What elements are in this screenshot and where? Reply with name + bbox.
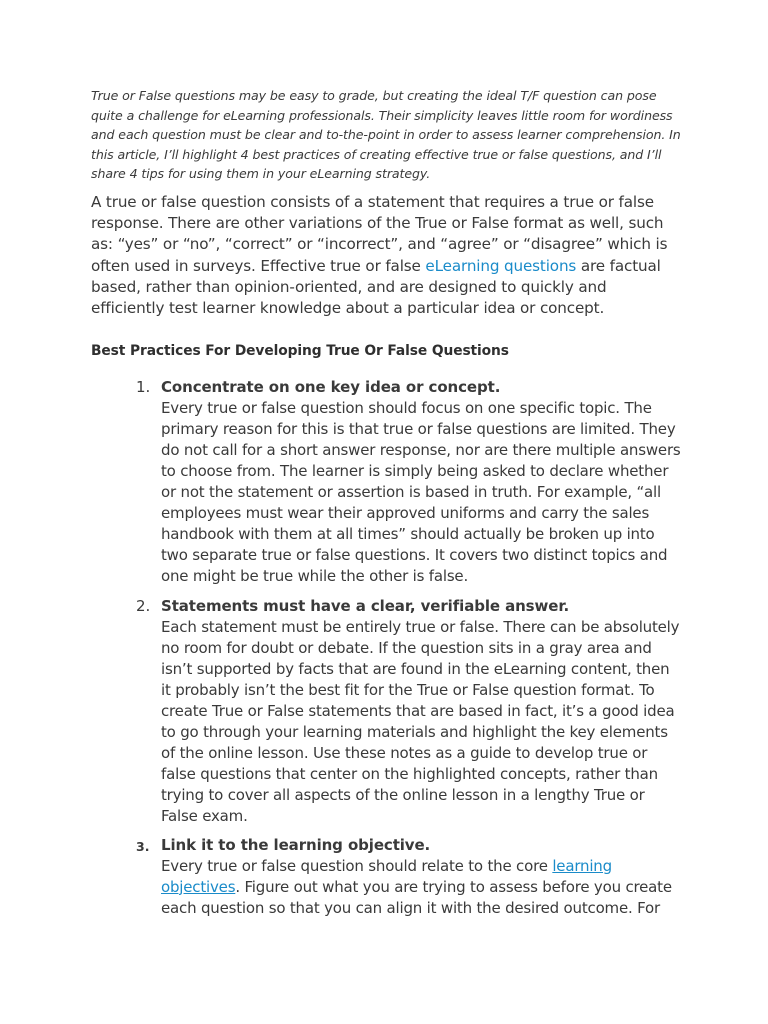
paragraph-text-start: A true or false question consists of a statement that requires a true or false response. There are other variations of the True or False format as well, such as: “yes” or “no”, “correct” or “incorrect”, and “agree” or “disagree” which is often used in surveys. Effective true or false bbox=[91, 193, 668, 275]
list-item-body: Each statement must be entirely true or false. There can be absolutely no room for doubt or debate. If the question sits in a gray area and isn’t supported by facts that are found in the eLearning content, then it probably isn’t the best fit for the True or False question format. To create True or False statements that are based in fact, it’s a good idea to go through your learning materials and highlight the key elements of the online lesson. Use these notes as a guide to develop true or false questions that center on the highlighted concepts, rather than trying to cover all aspects of the online lesson in a lengthy True or False exam. bbox=[161, 617, 680, 826]
list-item-title: Statements must have a clear, verifiable answer. bbox=[161, 597, 570, 615]
list-item-title: Link it to the learning objective. bbox=[161, 836, 431, 854]
list-item-body: Every true or false question should focus on one specific topic. The primary reason for this is that true or false questions are limited. They do not call for a short answer response, nor are there multiple answers to choose from. The learner is simply being asked to declare whether or not the statement or assertion is based in truth. For example, “all employees must wear their approved uniforms and carry the sales handbook with them at all times” should actually be broken up into two separate true or false questions. It covers two distinct topics and one might be true while the other is false. bbox=[161, 398, 681, 586]
list-item-title: Concentrate on one key idea or concept. bbox=[161, 378, 501, 396]
list-item-number: 2. bbox=[136, 597, 151, 615]
list-item-body-end: . Figure out what you are trying to assess before you create each question so that you can align it with the desired outcome. For bbox=[161, 877, 672, 917]
intro-text: True or False questions may be easy to grade, but creating the ideal T/F question can pose quite a challenge for eLearning professionals. Their simplicity leaves little room for wordiness and each question must be clear and to-the-point in order to assess learner comprehension. In this article, I’ll highlight 4 best practices of creating effective true or false questions, and I’ll share 4 tips for using them in your eLearning strategy. bbox=[91, 88, 681, 181]
list-item-number: 3. bbox=[136, 839, 150, 854]
elearning-questions-link[interactable]: eLearning questions bbox=[425, 256, 577, 275]
body-paragraph bbox=[91, 192, 681, 319]
list-item-body-start: Every true or false question should relate to the core bbox=[161, 856, 553, 875]
paragraph-text-end: are factual based, rather than opinion-oriented, and are designed to quickly and efficiently test learner knowledge about a particular idea or concept. bbox=[91, 256, 661, 318]
list-item-number: 1. bbox=[136, 378, 151, 396]
learning-objectives-link[interactable]: learning objectives bbox=[161, 856, 612, 896]
list-item-body bbox=[161, 856, 681, 919]
section-heading: Best Practices For Developing True Or False Questions bbox=[91, 343, 509, 359]
